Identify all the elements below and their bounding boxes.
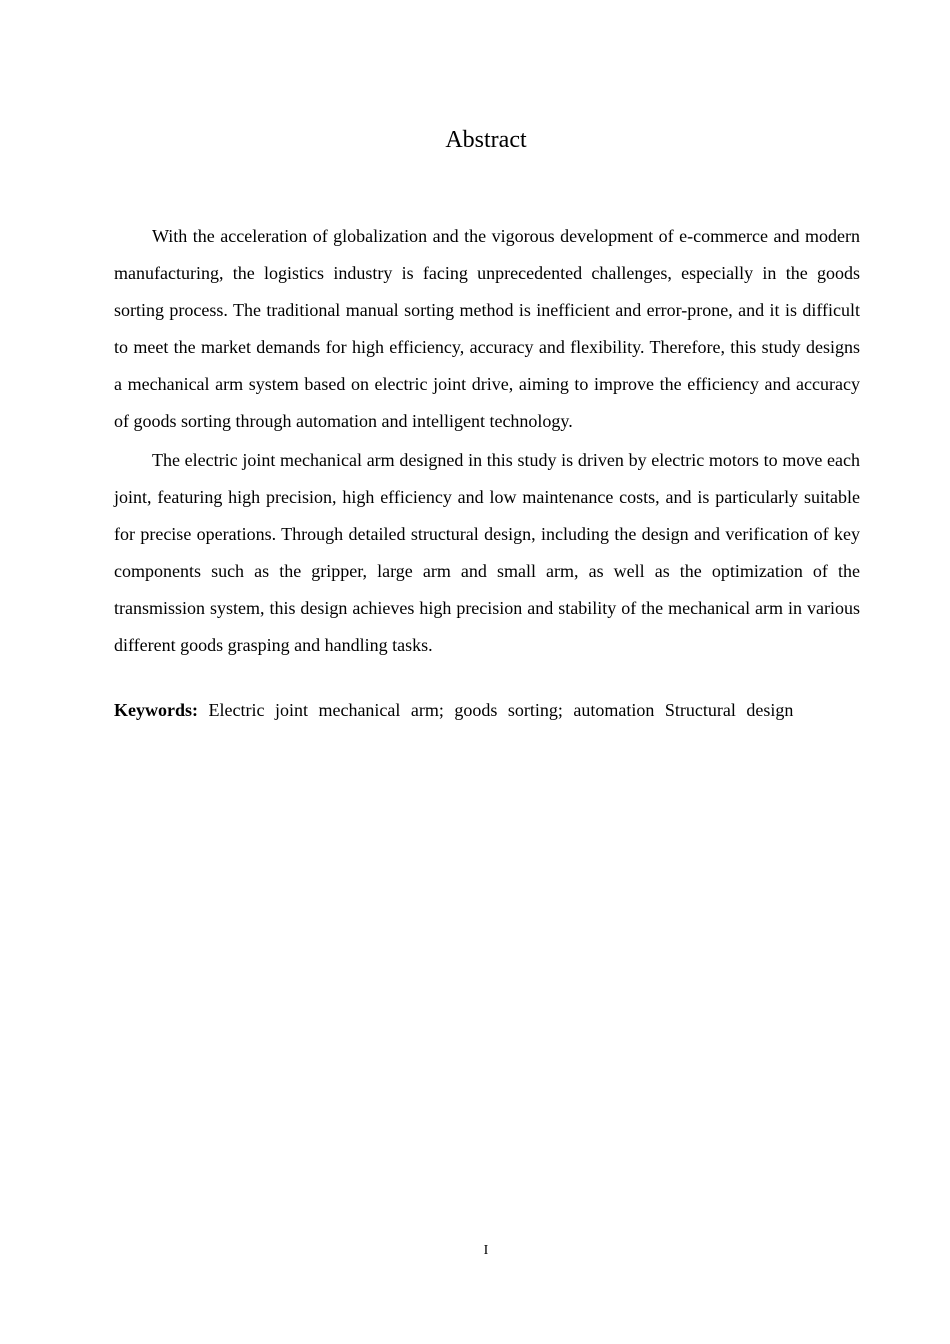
keywords-line: [114, 692, 860, 729]
abstract-title: Abstract: [445, 127, 527, 153]
keywords-label: Keywords:: [114, 700, 198, 720]
abstract-body: [114, 218, 860, 666]
keywords-text: Electric joint mechanical arm; goods sorting; automation Structural design: [208, 700, 794, 720]
page-number: I: [483, 1243, 489, 1258]
abstract-paragraph-1: With the acceleration of globalization and the vigorous development of e-commerce and modern manufacturing, the logistics industry is facing unprecedented challenges, especially in the goods sorting process. The traditional manual sorting method is inefficient and error-prone, and it is difficult to meet the market demands for high efficiency, accuracy and flexibility. Therefore, this study designs a mechanical arm system based on electric joint drive, aiming to improve the efficiency and accuracy of goods sorting through automation and intelligent technology.: [114, 226, 860, 431]
abstract-paragraph-2: The electric joint mechanical arm designed in this study is driven by electric motors to move each joint, featuring high precision, high efficiency and low maintenance costs, and is particularly suitable for precise operations. Through detailed structural design, including the design and verification of key components such as the gripper, large arm and small arm, as well as the optimization of the transmission system, this design achieves high precision and stability of the mechanical arm in various different goods grasping and handling tasks.: [114, 450, 860, 655]
